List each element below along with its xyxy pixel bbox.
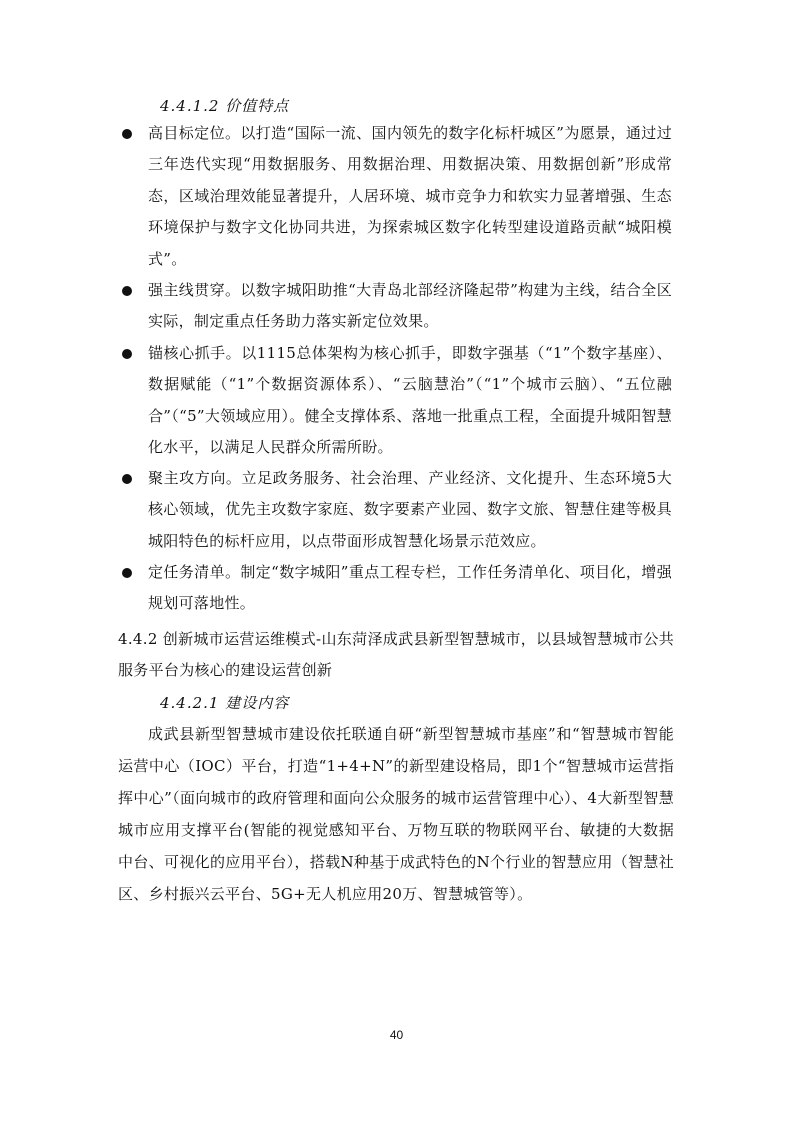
bullet-icon — [122, 129, 132, 139]
subsection-heading-4-4-2-1: 4.4.2.1 建设内容 — [160, 694, 290, 712]
bullet-item-core-grip: 锚核心抓手。以1115总体架构为核心抓手，即数字强基（“1”个数字基座）、数据赋能（“1”个数据资源体系）、“云脑慧治”（“1”个城市云脑）、“五位融合”（“5”大领域应用）。健全支撑体系、落地一批重点工程，全面提升城阳智慧化水平，以满足人民群众所需所盼。 — [148, 344, 672, 457]
section-heading-4-4-2: 4.4.2 创新城市运营运维模式-山东菏泽成武县新型智慧城市，以县域智慧城市公共服务平台为核心的建设运营创新 — [118, 630, 674, 679]
body-paragraph-construction: 成武县新型智慧城市建设依托联通自研“新型智慧城市基座”和“智慧城市智能运营中心（IOC）平台，打造“1+4+N”的新型建设格局，即1个“智慧城市运营指挥中心”（面向城市的政府管理和面向公众服务的城市运营管理中心）、4大新型智慧城市应用支撑平台(智能的视觉感知平台、万物互联的物联网平台、敏捷的大数据中台、可视化的应用平台），搭载N种基于成武特色的N个行业的智慧应用（智慧社区、乡村振兴云平台、5G+无人机应用20万、智慧城管等）。 — [118, 725, 674, 903]
bullet-item-task-list: 定任务清单。制定“数字城阳”重点工程专栏，工作任务清单化、项目化，增强规划可落地性。 — [148, 563, 672, 613]
bullet-icon — [122, 286, 132, 296]
bullet-item-main-line: 强主线贯穿。以数字城阳助推“大青岛北部经济隆起带”构建为主线，结合全区实际，制定重点任务助力落实新定位效果。 — [148, 281, 672, 331]
bullet-icon — [122, 349, 132, 359]
subsection-heading-4-4-1-2: 4.4.1.2 价值特点 — [160, 97, 290, 115]
bullet-icon — [122, 474, 132, 484]
bullet-item-main-direction: 聚主攻方向。立足政务服务、社会治理、产业经济、文化提升、生态环境5大核心领域，优先主攻数字家庭、数字要素产业园、数字文旅、智慧住建等极具城阳特色的标杆应用，以点带面形成智慧化场景示范效应。 — [148, 469, 672, 550]
bullet-item-high-goal: 高目标定位。以打造“国际一流、国内领先的数字化标杆城区”为愿景，通过过三年迭代实现“用数据服务、用数据治理、用数据决策、用数据创新”形成常态，区域治理效能显著提升，人居环境、城市竞争力和软实力显著增强、生态环境保护与数字文化协同共进，为探索城区数字化转型建设道路贡献“城阳模式”。 — [148, 124, 672, 268]
page-number: 40 — [389, 1028, 404, 1042]
bullet-icon — [122, 568, 132, 578]
